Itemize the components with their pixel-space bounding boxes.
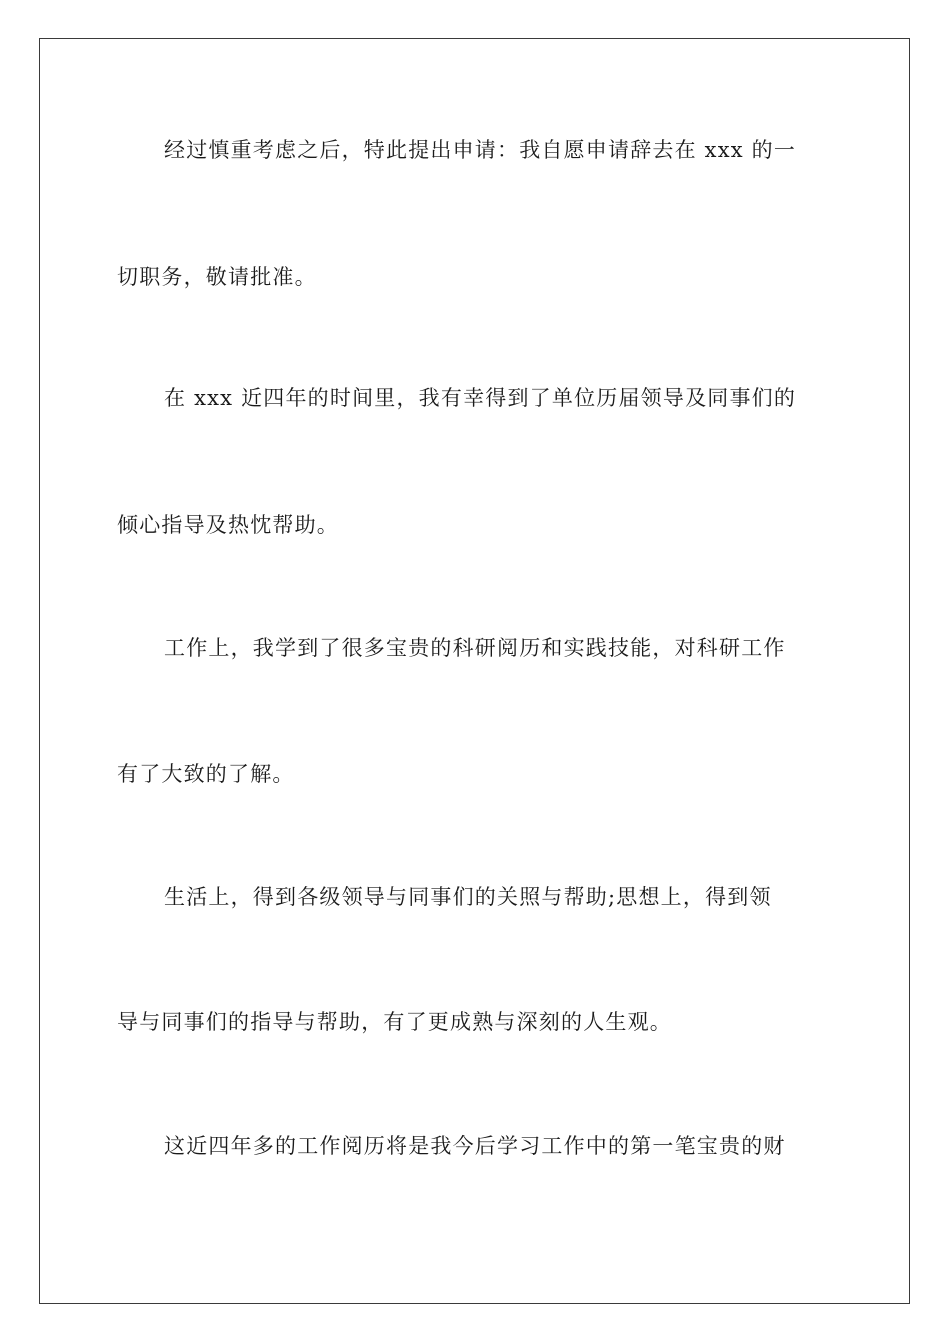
paragraph-1-line-1: 经过慎重考虑之后，特此提出申请：我自愿申请辞去在 xxx 的一	[164, 138, 797, 162]
page-frame	[39, 38, 910, 1304]
paragraph-5-line-1: 这近四年多的工作阅历将是我今后学习工作中的第一笔宝贵的财	[164, 1134, 786, 1158]
paragraph-1-line-2: 切职务，敬请批准。	[117, 265, 317, 289]
paragraph-4-line-1: 生活上，得到各级领导与同事们的关照与帮助;思想上，得到领	[164, 885, 772, 909]
paragraph-2-line-2: 倾心指导及热忱帮助。	[117, 513, 339, 537]
paragraph-3-line-1: 工作上，我学到了很多宝贵的科研阅历和实践技能，对科研工作	[164, 636, 786, 660]
paragraph-4-line-2: 导与同事们的指导与帮助，有了更成熟与深刻的人生观。	[117, 1010, 672, 1034]
paragraph-3-line-2: 有了大致的了解。	[117, 762, 295, 786]
paragraph-2-line-1: 在 xxx 近四年的时间里，我有幸得到了单位历届领导及同事们的	[164, 386, 797, 410]
